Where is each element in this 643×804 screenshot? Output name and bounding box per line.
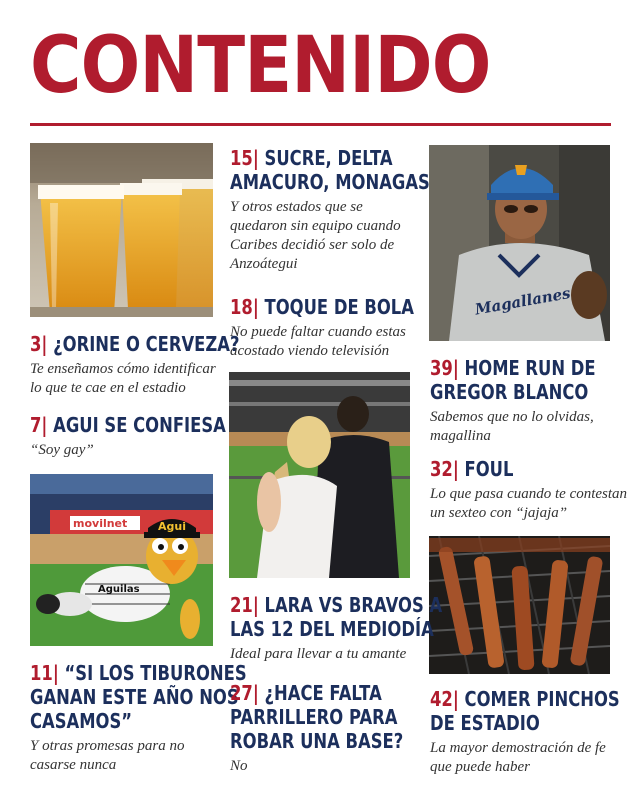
article-desc-line: que puede haber (430, 759, 530, 775)
mascot-photo (30, 474, 213, 646)
article-39[interactable] (430, 356, 632, 446)
article-headline-line: AMACURO, MONAGAS (230, 170, 430, 194)
article-number: 3| (30, 332, 48, 356)
article-headline-line: SUCRE, DELTA (264, 146, 393, 170)
article-headline-line: LAS 12 DEL MEDIODÍA (230, 617, 434, 641)
article-desc-line: Caribes decidió ser solo de (230, 237, 395, 253)
article-27[interactable] (230, 681, 441, 776)
article-21[interactable] (230, 593, 489, 664)
article-headline-line: ¿HACE FALTA (264, 681, 382, 705)
article-headline-line: PARRILLERO PARA (230, 705, 398, 729)
article-number: 39| (430, 356, 459, 380)
article-desc-line: Te enseñamos cómo identificar (30, 361, 216, 377)
article-headline-line: ROBAR UNA BASE? (230, 729, 404, 753)
article-headline-line: LARA VS BRAVOS A (264, 593, 443, 617)
mascot-jersey-text: Aguilas (98, 584, 140, 595)
article-number: 27| (230, 681, 259, 705)
article-desc-line: acostado viendo televisión (230, 343, 390, 359)
article-headline-line: AGUI SE CONFIESA (53, 413, 226, 437)
article-42[interactable] (430, 687, 643, 777)
couple-photo (229, 372, 410, 578)
article-number: 7| (30, 413, 48, 437)
article-desc-line: Sabemos que no lo olvidas, (430, 409, 594, 425)
article-15[interactable] (230, 146, 474, 274)
article-7[interactable] (30, 413, 269, 460)
article-number: 32| (430, 457, 459, 481)
article-desc-line: magallina (430, 428, 491, 444)
article-desc-line: No (230, 758, 248, 774)
article-desc-line: casarse nunca (30, 757, 117, 773)
article-headline-line: DE ESTADIO (430, 711, 540, 735)
article-number: 11| (30, 661, 59, 685)
article-headline-line: GANAN ESTE AÑO NOS (30, 685, 239, 709)
article-desc-line: Anzoátegui (230, 256, 298, 272)
beer-cups-photo (30, 143, 213, 317)
article-number: 18| (230, 295, 259, 319)
article-headline-line: TOQUE DE BOLA (264, 295, 414, 319)
title-divider (30, 123, 611, 126)
jersey-text: Magallanes (473, 284, 572, 319)
article-headline-line: ¿ORINE O CERVEZA? (53, 332, 240, 356)
article-number: 21| (230, 593, 259, 617)
article-desc-line: lo que te cae en el estadio (30, 380, 186, 396)
article-32[interactable] (430, 457, 627, 523)
article-headline-line: CASAMOS” (30, 709, 133, 733)
article-headline-line: COMER PINCHOS (464, 687, 620, 711)
mascot-cap-text: Agui (158, 520, 186, 533)
page-title: CONTENIDO (30, 21, 491, 111)
article-headline-line: GREGOR BLANCO (430, 380, 589, 404)
article-number: 42| (430, 687, 459, 711)
article-desc-line: No puede faltar cuando estas (230, 324, 406, 340)
article-headline-line: FOUL (464, 457, 514, 481)
article-18[interactable] (230, 295, 454, 361)
article-headline-line: HOME RUN DE (464, 356, 596, 380)
article-desc-line: un sexteo con “jajaja” (430, 505, 568, 521)
article-desc-line: Y otras promesas para no (30, 738, 185, 754)
article-desc-line: Lo que pasa cuando te contestan (430, 486, 628, 502)
article-desc-line: quedaron sin equipo cuando (230, 218, 401, 234)
article-desc-line: Y otros estados que se (230, 199, 363, 215)
article-headline-line: “SI LOS TIBURONES (64, 661, 247, 685)
article-number: 15| (230, 146, 259, 170)
banner-text: movilnet (73, 517, 128, 530)
article-desc-line: Ideal para llevar a tu amante (230, 646, 407, 662)
article-desc-line: “Soy gay” (30, 442, 94, 458)
article-desc-line: La mayor demostración de fe (430, 740, 606, 756)
